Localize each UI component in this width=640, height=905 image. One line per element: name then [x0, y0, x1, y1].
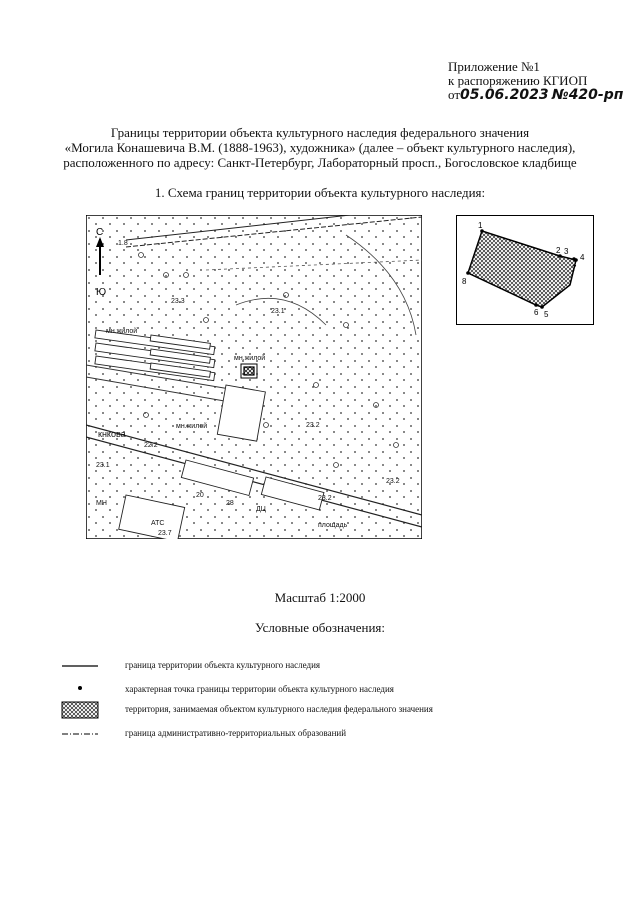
- point-marker-icon: [60, 680, 100, 700]
- attachment-number: Приложение №1: [448, 59, 540, 74]
- map-label: 23.7: [158, 530, 172, 537]
- legend-item: [60, 700, 620, 720]
- legend-title: Условные обозначения:: [254, 620, 386, 635]
- hatched-area-icon: [60, 700, 100, 720]
- date-prefix: от: [448, 87, 461, 102]
- boundary-map: [86, 215, 422, 539]
- title-line-1: Границы территории объекта культурного наследия федерального значения: [110, 125, 530, 140]
- order-reference: к распоряжению КГИОП: [448, 73, 588, 88]
- point-label: 1: [478, 221, 483, 230]
- dash-dot-line-icon: [60, 724, 100, 744]
- legend-item: [60, 656, 620, 676]
- title-line-2: «Могила Конашевича В.М. (1888-1963), художника» (далее – объект культурного наследия),: [64, 140, 576, 155]
- legend-item-label: территория, занимаемая объектом культурного наследия федерального значения: [125, 704, 433, 714]
- map-label: 22.2: [144, 442, 158, 449]
- map-label: 20: [196, 492, 204, 499]
- compass-south-label: Ю: [96, 287, 107, 298]
- point-label: 3: [564, 247, 569, 256]
- map-label: мн.жилой: [234, 355, 266, 362]
- solid-line-icon: [60, 656, 100, 676]
- section-heading: 1. Схема границ территории объекта культурного наследия:: [154, 185, 486, 200]
- map-label: 23.2: [386, 478, 400, 485]
- map-label: кнкова: [98, 429, 126, 439]
- point-label: 5: [544, 310, 549, 319]
- compass-north-label: С: [96, 227, 104, 238]
- map-label: мн.жилой: [176, 423, 208, 430]
- map-label: площадь: [318, 522, 348, 529]
- map-label: 1.8: [118, 240, 128, 247]
- map-label: 23.3: [171, 298, 185, 305]
- map-label: ДЦ: [256, 506, 266, 513]
- boundary-inset: [456, 215, 594, 325]
- document-title: [40, 125, 600, 170]
- point-label: 8: [462, 277, 467, 286]
- map-label: 28: [226, 500, 234, 507]
- map-scale: Масштаб 1:2000: [274, 590, 366, 605]
- legend-item: [60, 680, 620, 700]
- map-label: 23.2: [318, 495, 332, 502]
- legend-item-label: характерная точка границы территории объекта культурного наследия: [125, 684, 394, 694]
- attachment-header: [448, 59, 624, 103]
- legend-item-label: граница территории объекта культурного наследия: [125, 660, 321, 670]
- title-line-3: расположенного по адресу: Санкт-Петербург, Лабораторный просп., Богословское кладбище: [63, 155, 577, 170]
- order-date-line: [448, 87, 624, 103]
- legend-item-label: граница административно-территориальных образований: [125, 728, 347, 738]
- map-label: МН: [96, 500, 107, 507]
- map-label: АТС: [151, 520, 165, 527]
- map-label: 23.1: [96, 462, 110, 469]
- map-label: 23.2: [306, 422, 320, 429]
- point-label: 6: [534, 308, 539, 317]
- legend-item: [60, 724, 620, 744]
- order-date: 05.06.2023: [460, 87, 549, 103]
- point-label: 4: [580, 253, 585, 262]
- point-label: 7: [572, 264, 577, 273]
- point-label: 2: [556, 246, 561, 255]
- map-label: 23.1: [271, 308, 285, 315]
- map-label: мн.жилой: [106, 328, 138, 335]
- order-number: №420-рп: [551, 87, 624, 103]
- legend: [60, 656, 620, 756]
